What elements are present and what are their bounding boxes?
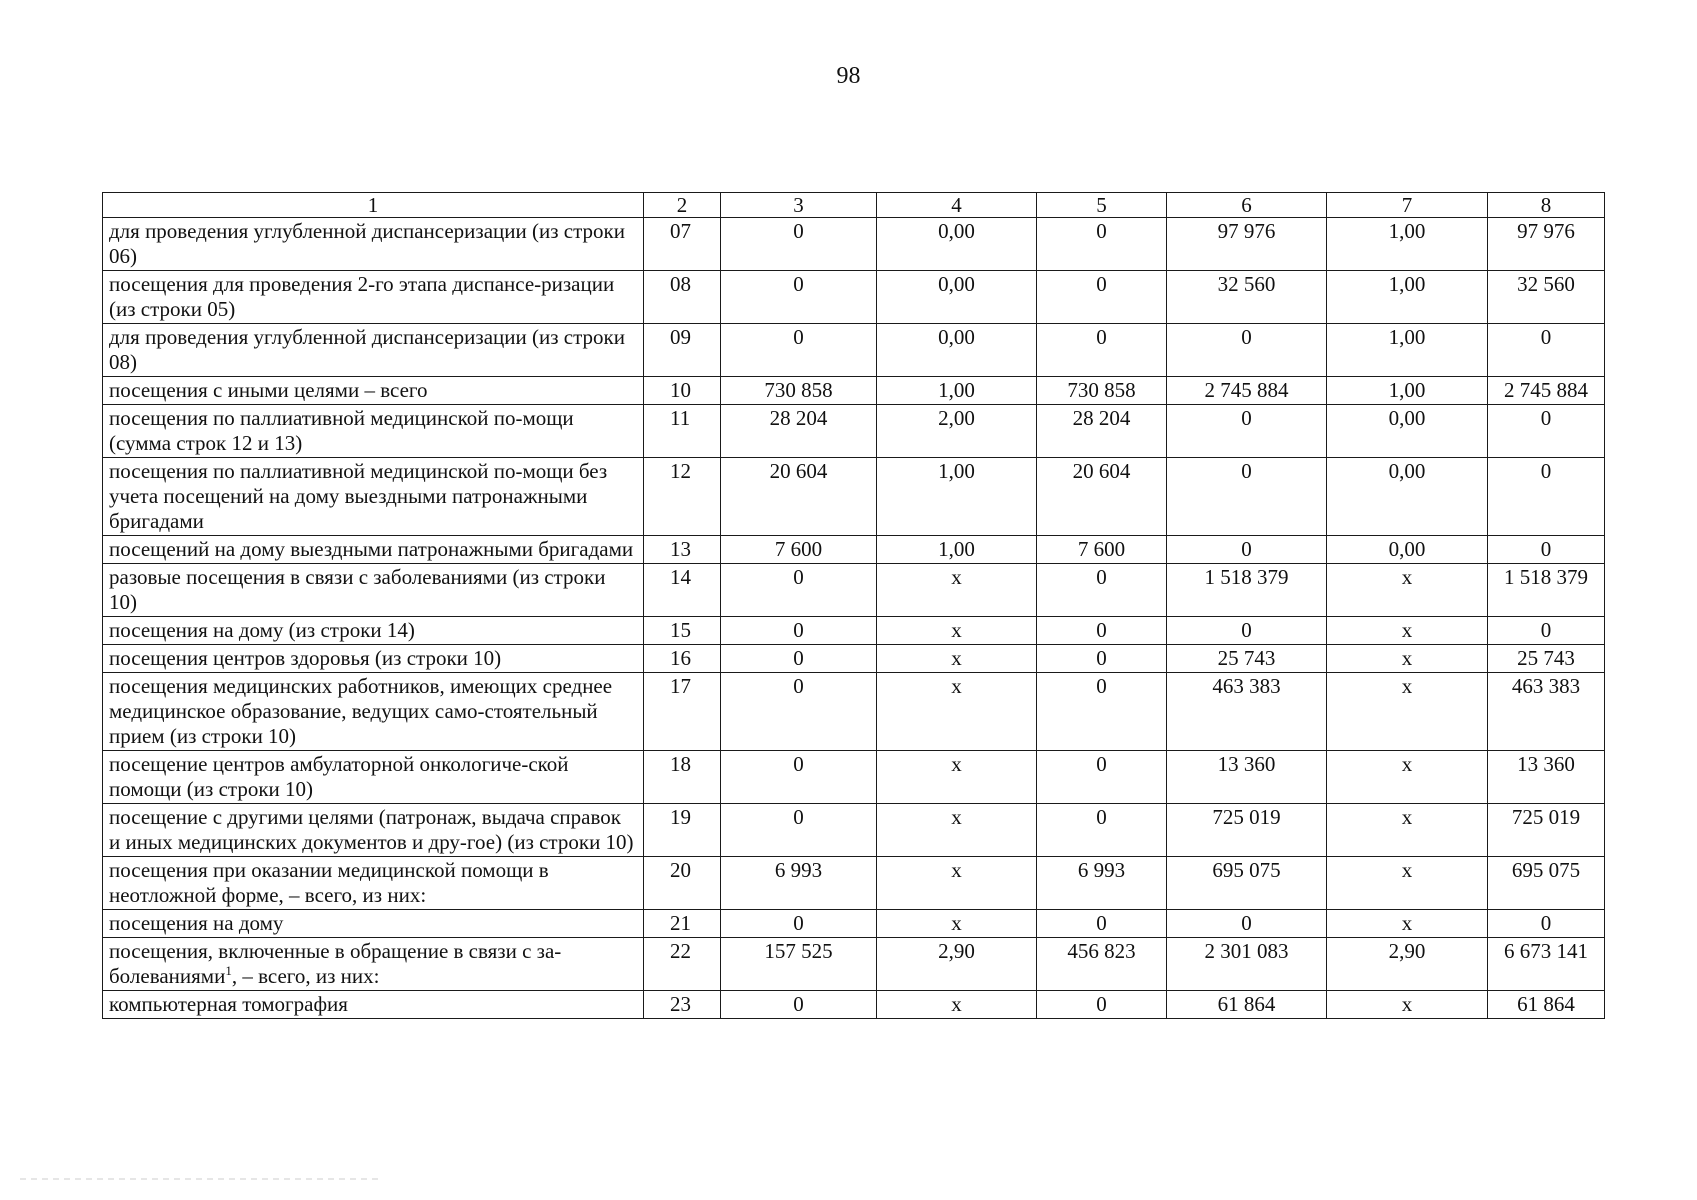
table-cell: 1,00 bbox=[877, 377, 1037, 405]
row-code: 22 bbox=[644, 938, 721, 991]
table-cell: 28 204 bbox=[1037, 405, 1167, 458]
table-cell: 0 bbox=[1037, 324, 1167, 377]
table-cell: х bbox=[877, 991, 1037, 1019]
row-code: 20 bbox=[644, 857, 721, 910]
table-cell: х bbox=[877, 645, 1037, 673]
table-cell: 0 bbox=[1167, 910, 1327, 938]
table-cell: х bbox=[877, 673, 1037, 751]
table-cell: 0 bbox=[1037, 673, 1167, 751]
table-cell: х bbox=[1327, 910, 1488, 938]
table-row bbox=[103, 218, 1605, 271]
table-cell: 0 bbox=[1037, 218, 1167, 271]
table-cell: 0 bbox=[721, 645, 877, 673]
table-cell: 13 360 bbox=[1488, 751, 1605, 804]
row-code: 09 bbox=[644, 324, 721, 377]
table-cell: 2 745 884 bbox=[1167, 377, 1327, 405]
table-cell: 32 560 bbox=[1488, 271, 1605, 324]
column-header: 1 bbox=[103, 193, 644, 218]
table-cell: 28 204 bbox=[721, 405, 877, 458]
table-cell: 0 bbox=[1037, 751, 1167, 804]
table-cell: 97 976 bbox=[1167, 218, 1327, 271]
table-cell: 1,00 bbox=[877, 536, 1037, 564]
table-cell: 97 976 bbox=[1488, 218, 1605, 271]
column-header: 6 bbox=[1167, 193, 1327, 218]
table-cell: 0 bbox=[1488, 536, 1605, 564]
table-cell: 20 604 bbox=[721, 458, 877, 536]
table-cell: 0,00 bbox=[877, 218, 1037, 271]
table-cell: 0 bbox=[1037, 645, 1167, 673]
footnote-marker: 1 bbox=[225, 963, 232, 978]
table-cell: 0 bbox=[721, 324, 877, 377]
table-cell: 1 518 379 bbox=[1167, 564, 1327, 617]
row-description: посещения при оказании медицинской помощи в неотложной форме, – всего, из них: bbox=[103, 857, 644, 910]
table-row bbox=[103, 751, 1605, 804]
table-cell: 0 bbox=[1037, 991, 1167, 1019]
row-description-text: , – всего, из них: bbox=[231, 964, 380, 988]
table-cell: 0,00 bbox=[877, 324, 1037, 377]
table-cell: 0 bbox=[1037, 271, 1167, 324]
row-description: посещения центров здоровья (из строки 10) bbox=[103, 645, 644, 673]
row-code: 17 bbox=[644, 673, 721, 751]
table-cell: 0 bbox=[1488, 458, 1605, 536]
table-cell: 0,00 bbox=[1327, 405, 1488, 458]
table-cell: х bbox=[1327, 804, 1488, 857]
table-cell: 61 864 bbox=[1488, 991, 1605, 1019]
table-cell: 6 993 bbox=[1037, 857, 1167, 910]
table-cell: 0 bbox=[1167, 617, 1327, 645]
table-row bbox=[103, 377, 1605, 405]
table-cell: х bbox=[877, 857, 1037, 910]
table-cell: х bbox=[1327, 645, 1488, 673]
row-description bbox=[103, 938, 644, 991]
column-header: 8 bbox=[1488, 193, 1605, 218]
table-cell: 0 bbox=[1037, 617, 1167, 645]
row-description: посещения по паллиативной медицинской по-мощи без учета посещений на дому выездными патронажными бригадами bbox=[103, 458, 644, 536]
table-cell: 1,00 bbox=[1327, 271, 1488, 324]
table-cell: 0 bbox=[721, 910, 877, 938]
table-row bbox=[103, 536, 1605, 564]
table-cell: х bbox=[877, 751, 1037, 804]
table-cell: 2 745 884 bbox=[1488, 377, 1605, 405]
row-description: посещений на дому выездными патронажными бригадами bbox=[103, 536, 644, 564]
table-cell: 730 858 bbox=[721, 377, 877, 405]
row-description: для проведения углубленной диспансеризации (из строки 06) bbox=[103, 218, 644, 271]
table-cell: 725 019 bbox=[1488, 804, 1605, 857]
row-description: посещение центров амбулаторной онкологиче-ской помощи (из строки 10) bbox=[103, 751, 644, 804]
table-cell: х bbox=[877, 804, 1037, 857]
table-cell: х bbox=[877, 910, 1037, 938]
page-number: 98 bbox=[836, 63, 861, 89]
table-cell: 0,00 bbox=[1327, 458, 1488, 536]
table-cell: 6 993 bbox=[721, 857, 877, 910]
table-cell: 0 bbox=[721, 218, 877, 271]
table-row bbox=[103, 405, 1605, 458]
row-code: 10 bbox=[644, 377, 721, 405]
table-cell: 20 604 bbox=[1037, 458, 1167, 536]
table-cell: 1,00 bbox=[1327, 377, 1488, 405]
scan-artifact bbox=[20, 1178, 380, 1180]
table-cell: х bbox=[877, 617, 1037, 645]
table-cell: 7 600 bbox=[1037, 536, 1167, 564]
table-cell: 6 673 141 bbox=[1488, 938, 1605, 991]
table-cell: 0 bbox=[721, 673, 877, 751]
report-table-container bbox=[102, 192, 1604, 1019]
table-cell: 2 301 083 bbox=[1167, 938, 1327, 991]
row-code: 23 bbox=[644, 991, 721, 1019]
row-code: 16 bbox=[644, 645, 721, 673]
row-description: разовые посещения в связи с заболеваниями (из строки 10) bbox=[103, 564, 644, 617]
table-cell: 695 075 bbox=[1167, 857, 1327, 910]
row-description: посещения медицинских работников, имеющих среднее медицинское образование, ведущих само-стоятельный прием (из строки 10) bbox=[103, 673, 644, 751]
table-cell: 25 743 bbox=[1167, 645, 1327, 673]
table-cell: 0 bbox=[1167, 405, 1327, 458]
report-table bbox=[102, 192, 1605, 1019]
table-row bbox=[103, 991, 1605, 1019]
table-cell: 0 bbox=[1488, 405, 1605, 458]
column-header: 3 bbox=[721, 193, 877, 218]
table-cell: 456 823 bbox=[1037, 938, 1167, 991]
table-cell: 0 bbox=[721, 804, 877, 857]
table-cell: 1 518 379 bbox=[1488, 564, 1605, 617]
row-code: 15 bbox=[644, 617, 721, 645]
table-cell: 0 bbox=[1488, 617, 1605, 645]
table-cell: 0 bbox=[1488, 910, 1605, 938]
table-cell: 1,00 bbox=[1327, 324, 1488, 377]
table-cell: 0,00 bbox=[1327, 536, 1488, 564]
table-cell: 0,00 bbox=[877, 271, 1037, 324]
header-row bbox=[103, 193, 1605, 218]
table-cell: 13 360 bbox=[1167, 751, 1327, 804]
table-row bbox=[103, 324, 1605, 377]
table-cell: 157 525 bbox=[721, 938, 877, 991]
table-cell: 0 bbox=[1037, 564, 1167, 617]
row-code: 14 bbox=[644, 564, 721, 617]
row-description-text: посещения, включенные в обращение в связи с за-болеваниями bbox=[109, 939, 562, 988]
table-cell: 0 bbox=[1167, 458, 1327, 536]
table-cell: 463 383 bbox=[1167, 673, 1327, 751]
table-row bbox=[103, 271, 1605, 324]
table-row bbox=[103, 938, 1605, 991]
table-row bbox=[103, 564, 1605, 617]
table-cell: 695 075 bbox=[1488, 857, 1605, 910]
table-cell: 0 bbox=[721, 564, 877, 617]
table-cell: х bbox=[1327, 751, 1488, 804]
row-description: для проведения углубленной диспансеризации (из строки 08) bbox=[103, 324, 644, 377]
table-cell: х bbox=[1327, 564, 1488, 617]
table-cell: 7 600 bbox=[721, 536, 877, 564]
table-row bbox=[103, 617, 1605, 645]
row-code: 07 bbox=[644, 218, 721, 271]
column-header: 7 bbox=[1327, 193, 1488, 218]
table-row bbox=[103, 857, 1605, 910]
table-cell: х bbox=[1327, 673, 1488, 751]
row-code: 11 bbox=[644, 405, 721, 458]
table-cell: 725 019 bbox=[1167, 804, 1327, 857]
table-cell: 0 bbox=[1488, 324, 1605, 377]
table-row bbox=[103, 645, 1605, 673]
row-description: посещение с другими целями (патронаж, выдача справок и иных медицинских документов и дру-гое) (из строки 10) bbox=[103, 804, 644, 857]
table-cell: 0 bbox=[721, 751, 877, 804]
table-cell: 0 bbox=[1037, 804, 1167, 857]
table-cell: 0 bbox=[721, 991, 877, 1019]
table-cell: 0 bbox=[1167, 324, 1327, 377]
table-cell: 1,00 bbox=[877, 458, 1037, 536]
table-row bbox=[103, 458, 1605, 536]
table-cell: 0 bbox=[1037, 910, 1167, 938]
row-description: посещения по паллиативной медицинской по-мощи (сумма строк 12 и 13) bbox=[103, 405, 644, 458]
table-cell: 32 560 bbox=[1167, 271, 1327, 324]
row-code: 21 bbox=[644, 910, 721, 938]
row-description: компьютерная томография bbox=[103, 991, 644, 1019]
table-cell: х bbox=[877, 564, 1037, 617]
table-cell: 463 383 bbox=[1488, 673, 1605, 751]
table-cell: 2,00 bbox=[877, 405, 1037, 458]
table-cell: 1,00 bbox=[1327, 218, 1488, 271]
table-cell: 25 743 bbox=[1488, 645, 1605, 673]
table-cell: 2,90 bbox=[877, 938, 1037, 991]
row-description: посещения на дому bbox=[103, 910, 644, 938]
table-cell: 0 bbox=[1167, 536, 1327, 564]
table-row bbox=[103, 673, 1605, 751]
table-cell: х bbox=[1327, 617, 1488, 645]
table-cell: х bbox=[1327, 991, 1488, 1019]
table-cell: 0 bbox=[721, 271, 877, 324]
row-description: посещения на дому (из строки 14) bbox=[103, 617, 644, 645]
table-cell: х bbox=[1327, 857, 1488, 910]
table-row bbox=[103, 804, 1605, 857]
table-row bbox=[103, 910, 1605, 938]
row-code: 18 bbox=[644, 751, 721, 804]
row-code: 12 bbox=[644, 458, 721, 536]
row-description: посещения для проведения 2-го этапа диспансе-ризации (из строки 05) bbox=[103, 271, 644, 324]
table-cell: 2,90 bbox=[1327, 938, 1488, 991]
table-cell: 61 864 bbox=[1167, 991, 1327, 1019]
column-header: 2 bbox=[644, 193, 721, 218]
column-header: 5 bbox=[1037, 193, 1167, 218]
column-header: 4 bbox=[877, 193, 1037, 218]
table-cell: 0 bbox=[721, 617, 877, 645]
row-description: посещения с иными целями – всего bbox=[103, 377, 644, 405]
row-code: 08 bbox=[644, 271, 721, 324]
row-code: 13 bbox=[644, 536, 721, 564]
table-cell: 730 858 bbox=[1037, 377, 1167, 405]
row-code: 19 bbox=[644, 804, 721, 857]
